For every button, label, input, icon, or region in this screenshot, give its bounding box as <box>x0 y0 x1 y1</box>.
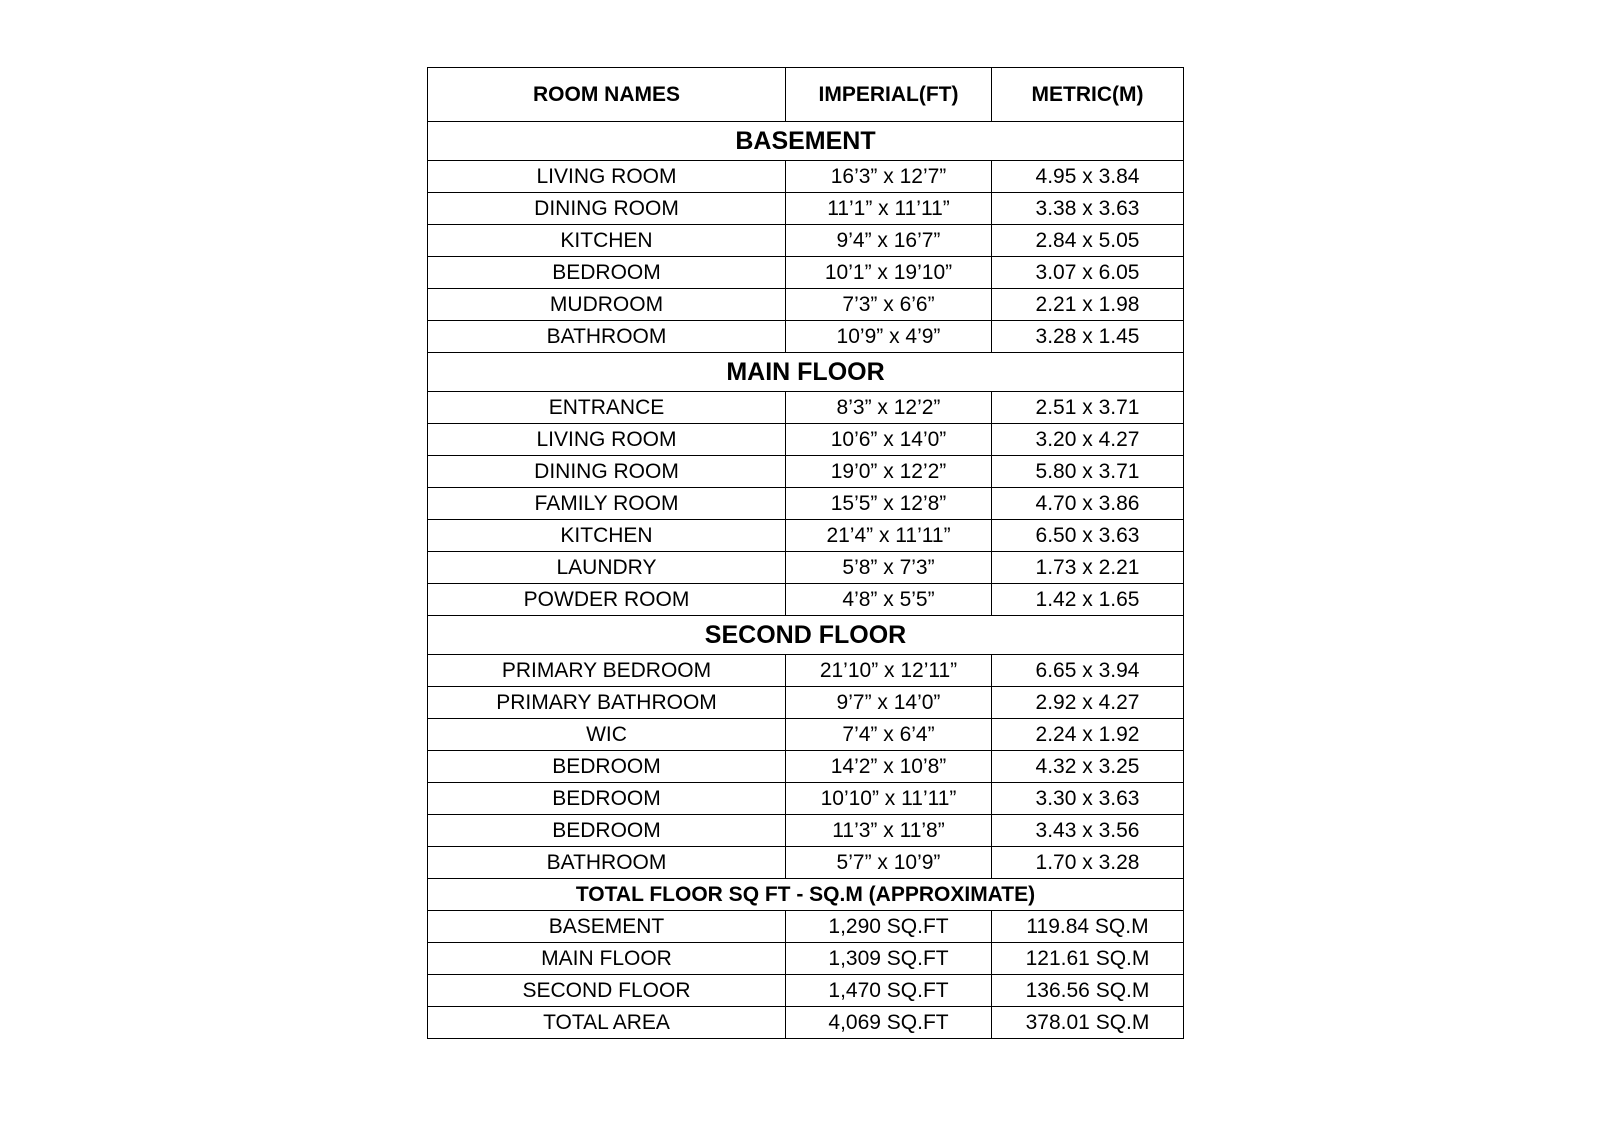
table-row <box>428 943 1184 975</box>
room-name-cell: BEDROOM <box>428 751 786 783</box>
room-name-cell: FAMILY ROOM <box>428 488 786 520</box>
room-name-cell: PRIMARY BATHROOM <box>428 687 786 719</box>
table-row <box>428 783 1184 815</box>
metric-cell: 6.65 x 3.94 <box>992 655 1184 687</box>
metric-cell: 2.84 x 5.05 <box>992 225 1184 257</box>
table-row <box>428 225 1184 257</box>
metric-cell: 3.38 x 3.63 <box>992 193 1184 225</box>
imperial-cell: 15’5” x 12’8” <box>786 488 992 520</box>
metric-cell: 4.95 x 3.84 <box>992 161 1184 193</box>
metric-cell: 1.70 x 3.28 <box>992 847 1184 879</box>
metric-cell: 5.80 x 3.71 <box>992 456 1184 488</box>
room-name-cell: DINING ROOM <box>428 193 786 225</box>
room-name-cell: BATHROOM <box>428 847 786 879</box>
imperial-cell: 21’10” x 12’11” <box>786 655 992 687</box>
metric-cell: 1.73 x 2.21 <box>992 552 1184 584</box>
metric-cell: 119.84 SQ.M <box>992 911 1184 943</box>
table-row <box>428 456 1184 488</box>
metric-cell: 2.21 x 1.98 <box>992 289 1184 321</box>
metric-cell: 2.24 x 1.92 <box>992 719 1184 751</box>
section-title: MAIN FLOOR <box>428 353 1184 392</box>
metric-cell: 136.56 SQ.M <box>992 975 1184 1007</box>
imperial-cell: 9’7” x 14’0” <box>786 687 992 719</box>
metric-cell: 4.70 x 3.86 <box>992 488 1184 520</box>
metric-cell: 3.07 x 6.05 <box>992 257 1184 289</box>
room-name-cell: TOTAL AREA <box>428 1007 786 1039</box>
imperial-cell: 4,069 SQ.FT <box>786 1007 992 1039</box>
metric-cell: 3.43 x 3.56 <box>992 815 1184 847</box>
imperial-cell: 4’8” x 5’5” <box>786 584 992 616</box>
table-row <box>428 687 1184 719</box>
metric-cell: 4.32 x 3.25 <box>992 751 1184 783</box>
metric-cell: 3.28 x 1.45 <box>992 321 1184 353</box>
room-name-cell: LIVING ROOM <box>428 161 786 193</box>
imperial-cell: 10’1” x 19’10” <box>786 257 992 289</box>
room-name-cell: DINING ROOM <box>428 456 786 488</box>
section-header-row <box>428 353 1184 392</box>
imperial-cell: 1,309 SQ.FT <box>786 943 992 975</box>
room-name-cell: KITCHEN <box>428 225 786 257</box>
room-name-cell: SECOND FLOOR <box>428 975 786 1007</box>
header-room-names: ROOM NAMES <box>428 68 786 122</box>
table-row <box>428 911 1184 943</box>
table-row <box>428 655 1184 687</box>
table-row <box>428 1007 1184 1039</box>
table-row <box>428 193 1184 225</box>
metric-cell: 378.01 SQ.M <box>992 1007 1184 1039</box>
table-header-row <box>428 68 1184 122</box>
room-name-cell: BEDROOM <box>428 783 786 815</box>
room-name-cell: KITCHEN <box>428 520 786 552</box>
table-row <box>428 751 1184 783</box>
imperial-cell: 8’3” x 12’2” <box>786 392 992 424</box>
room-name-cell: LIVING ROOM <box>428 424 786 456</box>
table-row <box>428 161 1184 193</box>
table-row <box>428 719 1184 751</box>
metric-cell: 2.51 x 3.71 <box>992 392 1184 424</box>
imperial-cell: 19’0” x 12’2” <box>786 456 992 488</box>
imperial-cell: 7’3” x 6’6” <box>786 289 992 321</box>
imperial-cell: 5’7” x 10’9” <box>786 847 992 879</box>
section-title: TOTAL FLOOR SQ FT - SQ.M (APPROXIMATE) <box>428 879 1184 911</box>
imperial-cell: 11’1” x 11’11” <box>786 193 992 225</box>
room-name-cell: BEDROOM <box>428 257 786 289</box>
header-imperial: IMPERIAL(FT) <box>786 68 992 122</box>
room-name-cell: MAIN FLOOR <box>428 943 786 975</box>
table-row <box>428 424 1184 456</box>
metric-cell: 3.30 x 3.63 <box>992 783 1184 815</box>
room-name-cell: WIC <box>428 719 786 751</box>
imperial-cell: 9’4” x 16’7” <box>786 225 992 257</box>
table-row <box>428 520 1184 552</box>
metric-cell: 1.42 x 1.65 <box>992 584 1184 616</box>
header-metric: METRIC(M) <box>992 68 1184 122</box>
imperial-cell: 14’2” x 10’8” <box>786 751 992 783</box>
imperial-cell: 1,290 SQ.FT <box>786 911 992 943</box>
metric-cell: 121.61 SQ.M <box>992 943 1184 975</box>
room-name-cell: ENTRANCE <box>428 392 786 424</box>
room-name-cell: BASEMENT <box>428 911 786 943</box>
table-row <box>428 392 1184 424</box>
table-row <box>428 975 1184 1007</box>
table-row <box>428 257 1184 289</box>
imperial-cell: 21’4” x 11’11” <box>786 520 992 552</box>
imperial-cell: 10’9” x 4’9” <box>786 321 992 353</box>
room-name-cell: BATHROOM <box>428 321 786 353</box>
room-name-cell: LAUNDRY <box>428 552 786 584</box>
section-header-row <box>428 122 1184 161</box>
section-title: BASEMENT <box>428 122 1184 161</box>
imperial-cell: 10’6” x 14’0” <box>786 424 992 456</box>
table-row <box>428 584 1184 616</box>
table-row <box>428 289 1184 321</box>
imperial-cell: 11’3” x 11’8” <box>786 815 992 847</box>
table-row <box>428 552 1184 584</box>
metric-cell: 6.50 x 3.63 <box>992 520 1184 552</box>
room-dimensions-table <box>427 67 1184 1039</box>
room-name-cell: PRIMARY BEDROOM <box>428 655 786 687</box>
room-name-cell: POWDER ROOM <box>428 584 786 616</box>
section-header-row <box>428 879 1184 911</box>
imperial-cell: 10’10” x 11’11” <box>786 783 992 815</box>
table-row <box>428 815 1184 847</box>
imperial-cell: 7’4” x 6’4” <box>786 719 992 751</box>
section-title: SECOND FLOOR <box>428 616 1184 655</box>
room-name-cell: MUDROOM <box>428 289 786 321</box>
imperial-cell: 1,470 SQ.FT <box>786 975 992 1007</box>
table-row <box>428 321 1184 353</box>
section-header-row <box>428 616 1184 655</box>
imperial-cell: 16’3” x 12’7” <box>786 161 992 193</box>
metric-cell: 3.20 x 4.27 <box>992 424 1184 456</box>
metric-cell: 2.92 x 4.27 <box>992 687 1184 719</box>
table-row <box>428 847 1184 879</box>
room-name-cell: BEDROOM <box>428 815 786 847</box>
table-body <box>428 122 1184 1039</box>
imperial-cell: 5’8” x 7’3” <box>786 552 992 584</box>
table-row <box>428 488 1184 520</box>
